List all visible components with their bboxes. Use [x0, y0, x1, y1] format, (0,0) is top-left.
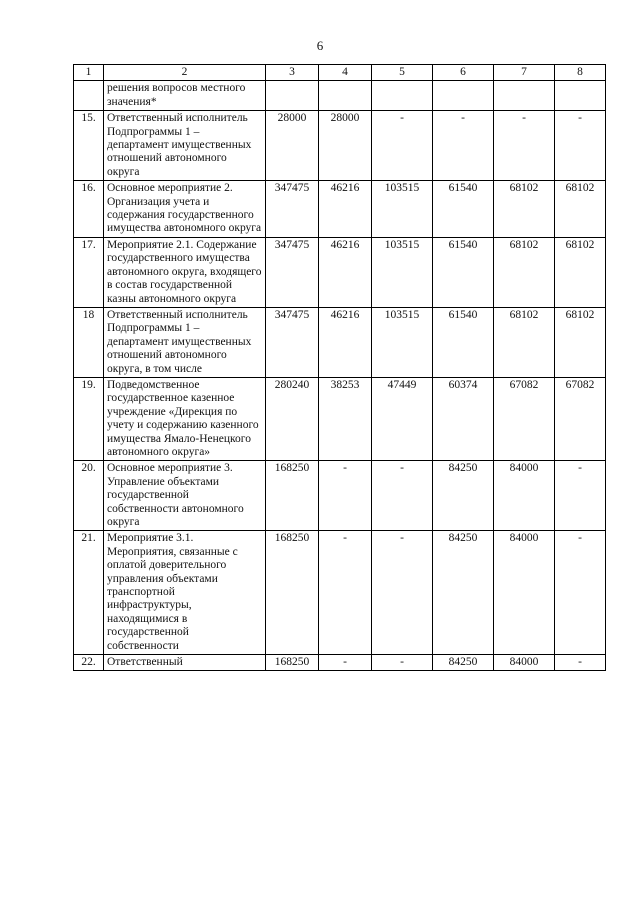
row-name-cell: Подведомственное государственное казенное учреждение «Дирекция по учету и содержанию казенного имущества Ямало-Ненецкого автономного округа»	[104, 377, 266, 460]
row-value-cell: 68102	[494, 237, 555, 307]
table-row	[74, 307, 606, 377]
row-name-cell: Ответственный	[104, 655, 266, 671]
row-value-cell: 28000	[266, 111, 319, 181]
row-value-cell	[494, 81, 555, 111]
row-name-cell: Основное мероприятие 3. Управление объектами государственной собственности автономного округа	[104, 461, 266, 531]
row-value-cell: -	[372, 111, 433, 181]
row-value-cell: -	[555, 111, 606, 181]
row-number-cell: 18	[74, 307, 104, 377]
header-row	[74, 65, 606, 81]
header-cell: 4	[319, 65, 372, 81]
table-row	[74, 81, 606, 111]
row-value-cell: 103515	[372, 237, 433, 307]
row-value-cell: 47449	[372, 377, 433, 460]
row-value-cell: 67082	[555, 377, 606, 460]
row-value-cell: 60374	[433, 377, 494, 460]
table-row	[74, 181, 606, 238]
row-value-cell	[555, 81, 606, 111]
header-cell: 6	[433, 65, 494, 81]
header-cell: 5	[372, 65, 433, 81]
page-number: 6	[316, 38, 324, 53]
row-name-cell: решения вопросов местного значения*	[104, 81, 266, 111]
row-value-cell: 84250	[433, 531, 494, 655]
row-number-cell: 17.	[74, 237, 104, 307]
row-value-cell: 38253	[319, 377, 372, 460]
row-number-cell: 15.	[74, 111, 104, 181]
row-value-cell	[372, 81, 433, 111]
row-value-cell: 68102	[494, 307, 555, 377]
row-value-cell: 61540	[433, 237, 494, 307]
row-value-cell: 103515	[372, 307, 433, 377]
row-value-cell: 67082	[494, 377, 555, 460]
row-name-cell: Мероприятие 3.1. Мероприятия, связанные с оплатой доверительного управления объектами транспортной инфраструктуры, находящимися в государственной собственности	[104, 531, 266, 655]
row-number-cell: 16.	[74, 181, 104, 238]
row-value-cell: -	[372, 531, 433, 655]
header-cell: 7	[494, 65, 555, 81]
row-value-cell: 347475	[266, 181, 319, 238]
row-value-cell: 61540	[433, 181, 494, 238]
row-value-cell: 84000	[494, 655, 555, 671]
row-value-cell: -	[555, 531, 606, 655]
row-number-cell: 21.	[74, 531, 104, 655]
row-value-cell: -	[372, 461, 433, 531]
row-name-cell: Ответственный исполнитель Подпрограммы 1 – департамент имущественных отношений автономного округа	[104, 111, 266, 181]
row-value-cell: 28000	[319, 111, 372, 181]
table-row	[74, 655, 606, 671]
row-value-cell: 347475	[266, 307, 319, 377]
row-value-cell: -	[319, 655, 372, 671]
row-number-cell: 20.	[74, 461, 104, 531]
header-cell: 2	[104, 65, 266, 81]
row-value-cell: -	[372, 655, 433, 671]
row-value-cell: 84250	[433, 461, 494, 531]
row-value-cell: 84000	[494, 461, 555, 531]
row-value-cell: -	[555, 655, 606, 671]
header-cell: 3	[266, 65, 319, 81]
row-value-cell: 168250	[266, 655, 319, 671]
header-cell: 8	[555, 65, 606, 81]
row-value-cell: 68102	[555, 237, 606, 307]
row-value-cell: -	[433, 111, 494, 181]
row-value-cell	[266, 81, 319, 111]
row-number-cell	[74, 81, 104, 111]
row-value-cell: 347475	[266, 237, 319, 307]
header-cell: 1	[74, 65, 104, 81]
table-row	[74, 377, 606, 460]
row-name-cell: Мероприятие 2.1. Содержание государственного имущества автономного округа, входящего в состав государственной казны автономного округа	[104, 237, 266, 307]
row-value-cell	[433, 81, 494, 111]
row-value-cell: 46216	[319, 237, 372, 307]
row-value-cell: -	[319, 461, 372, 531]
table-row	[74, 531, 606, 655]
table-row	[74, 111, 606, 181]
budget-table	[73, 64, 606, 671]
row-value-cell: 280240	[266, 377, 319, 460]
row-value-cell	[319, 81, 372, 111]
row-value-cell: 84250	[433, 655, 494, 671]
row-value-cell: -	[319, 531, 372, 655]
row-number-cell: 22.	[74, 655, 104, 671]
table-row	[74, 461, 606, 531]
row-value-cell: 68102	[494, 181, 555, 238]
row-name-cell: Основное мероприятие 2. Организация учета и содержания государственного имущества автономного округа	[104, 181, 266, 238]
row-value-cell: -	[494, 111, 555, 181]
row-value-cell: 68102	[555, 307, 606, 377]
row-value-cell: 168250	[266, 531, 319, 655]
row-number-cell: 19.	[74, 377, 104, 460]
row-value-cell: 168250	[266, 461, 319, 531]
table-row	[74, 237, 606, 307]
row-value-cell: -	[555, 461, 606, 531]
row-value-cell: 46216	[319, 181, 372, 238]
row-value-cell: 103515	[372, 181, 433, 238]
row-value-cell: 68102	[555, 181, 606, 238]
row-name-cell: Ответственный исполнитель Подпрограммы 1 – департамент имущественных отношений автономного округа, в том числе	[104, 307, 266, 377]
row-value-cell: 61540	[433, 307, 494, 377]
row-value-cell: 46216	[319, 307, 372, 377]
row-value-cell: 84000	[494, 531, 555, 655]
